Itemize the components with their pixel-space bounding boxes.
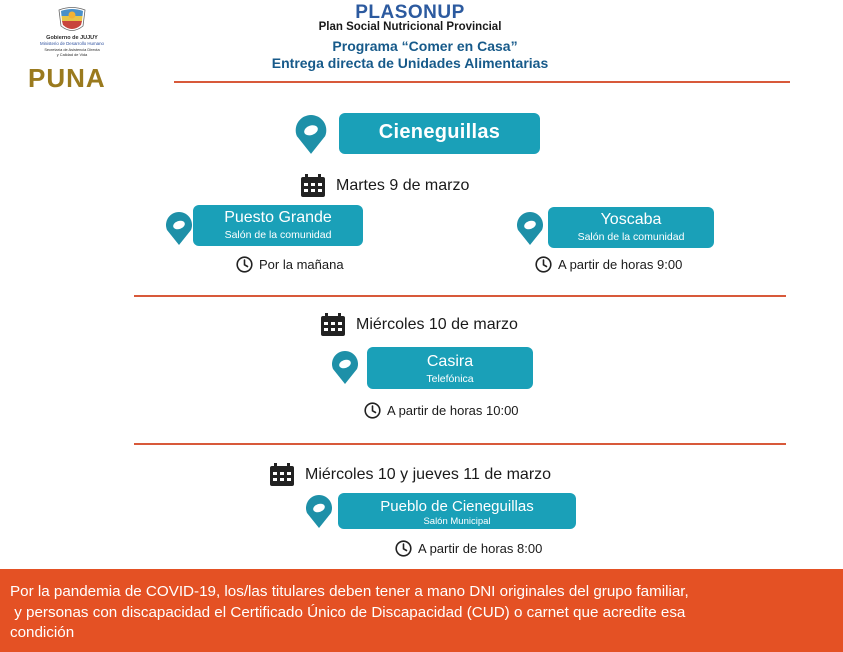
location-pin-icon bbox=[164, 212, 194, 246]
stop-place: Salón de la comunidad bbox=[577, 231, 685, 243]
stop-name: Yoscaba bbox=[600, 211, 662, 228]
time-label: A partir de horas 9:00 bbox=[558, 257, 683, 272]
clock-icon bbox=[364, 402, 381, 419]
location-pin-icon bbox=[330, 351, 360, 385]
time-row bbox=[236, 256, 344, 273]
stop-place: Salón Municipal bbox=[423, 516, 491, 527]
date-row bbox=[300, 174, 469, 198]
location-pin-icon bbox=[304, 495, 334, 529]
program-description: Entrega directa de Unidades Alimentarias bbox=[271, 55, 549, 71]
stop-name: Puesto Grande bbox=[224, 209, 332, 226]
notice-line-1: Por la pandemia de COVID-19, los/las titulares deben tener a mano DNI originales del grupo familiar, bbox=[10, 583, 689, 600]
stop-name: Casira bbox=[426, 353, 474, 370]
date-row bbox=[320, 313, 518, 337]
notice-line-2: y personas con discapacidad el Certificado Único de Discapacidad (CUD) o carnet que acredite esa bbox=[10, 603, 686, 621]
logo-government: Gobierno de JUJUY bbox=[46, 35, 98, 41]
calendar-icon bbox=[269, 463, 295, 487]
logo-secretariat: Secretaría de Asistencia Directa bbox=[44, 47, 100, 52]
calendar-icon bbox=[320, 313, 346, 337]
stop-box-pueblo-de-cieneguillas bbox=[338, 493, 576, 529]
stop-place: Salón de la comunidad bbox=[224, 229, 332, 241]
date-label: Miércoles 10 de marzo bbox=[356, 316, 518, 333]
time-label: A partir de horas 10:00 bbox=[387, 403, 519, 418]
section-divider bbox=[134, 443, 786, 445]
region-title: PUNA bbox=[28, 63, 106, 93]
date-label: Martes 9 de marzo bbox=[336, 177, 470, 194]
calendar-icon bbox=[300, 174, 326, 198]
clock-icon bbox=[236, 256, 253, 273]
clock-icon bbox=[535, 256, 552, 273]
time-row bbox=[395, 540, 542, 557]
date-label: Miércoles 10 y jueves 11 de marzo bbox=[305, 466, 552, 483]
logo-secretariat-2: y Calidad de Vida bbox=[56, 52, 88, 57]
main-location-box bbox=[339, 113, 540, 154]
header-divider bbox=[174, 81, 790, 83]
emblem-icon bbox=[56, 6, 88, 36]
location-pin-icon bbox=[515, 212, 545, 246]
stop-box-casira bbox=[367, 347, 533, 389]
stop-box-yoscaba bbox=[548, 207, 714, 248]
stop-box-puesto-grande bbox=[193, 205, 363, 246]
logo-ministry: Ministerio de Desarrollo Humano bbox=[40, 41, 104, 46]
date-row bbox=[269, 463, 551, 487]
section-divider bbox=[134, 295, 786, 297]
clock-icon bbox=[395, 540, 412, 557]
notice-line-3: condición bbox=[10, 624, 75, 641]
time-row bbox=[535, 256, 682, 273]
program-title: PLASONUP bbox=[355, 2, 465, 23]
main-location-name: Cieneguillas bbox=[378, 121, 501, 143]
location-pin-icon bbox=[293, 115, 329, 155]
covid-notice bbox=[0, 569, 843, 652]
stop-name: Pueblo de Cieneguillas bbox=[380, 498, 534, 515]
program-subtitle: Plan Social Nutricional Provincial bbox=[318, 21, 502, 33]
time-label: A partir de horas 8:00 bbox=[418, 541, 543, 556]
stop-place: Telefónica bbox=[426, 373, 474, 385]
time-label: Por la mañana bbox=[259, 257, 344, 272]
program-name: Programa “Comer en Casa” bbox=[332, 38, 518, 54]
time-row bbox=[364, 402, 519, 419]
